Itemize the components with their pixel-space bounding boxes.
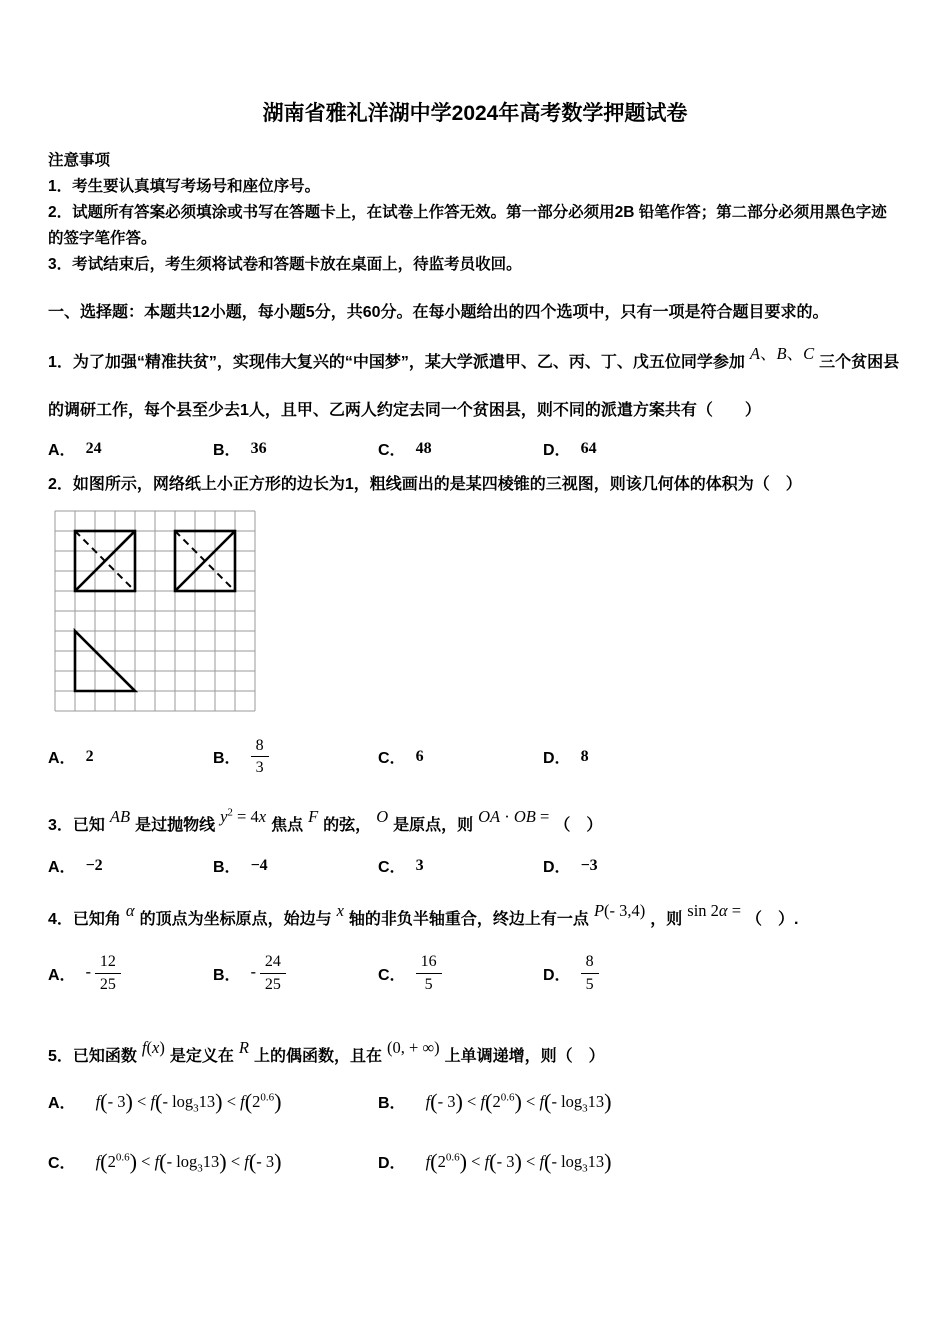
question-5 <box>48 1036 902 1175</box>
question-5-option-c <box>48 1149 378 1175</box>
question-5-option-b <box>378 1089 902 1115</box>
section-heading: 一、选择题：本题共12小题，每小题5分，共60分。在每小题给出的四个选项中，只有一项是符合题目要求的。 <box>48 304 829 321</box>
option-value: - $\frac{12}{25}$ <box>86 952 121 993</box>
note-item-1: 1．考生要认真填写考场号和座位序号。 <box>48 178 321 195</box>
option-label: C． <box>48 1155 76 1173</box>
question-4-option-b <box>213 952 378 993</box>
question-5-stem: 5．已知函数 f(x) 是定义在 R 上的偶函数，且在 (0, + ∞) 上单调递增，则（ ） <box>48 1037 605 1065</box>
notes-heading: 注意事项 <box>48 152 111 169</box>
question-4-stem: 4．已知角 α 的顶点为坐标原点，始边与 x 轴的非负半轴重合，终边上有一点 P(- 3,4) ，则 sin 2α = （ ）. <box>48 901 799 929</box>
option-label: A． <box>48 859 76 877</box>
question-1-stem: 1．为了加强“精准扶贫”，实现伟大复兴的“中国梦”，某大学派遣甲、乙、丙、丁、戊五位同学参加 A、B、C 三个贫困县的调研工作，每个县至少去1人，且甲、乙两人约定去同一个贫困县，则不同的派遣方案共有（ ） <box>48 344 900 419</box>
option-label: A． <box>48 750 76 768</box>
top-view-shape <box>75 631 135 691</box>
question-1 <box>48 338 902 460</box>
option-value: $f(2^{0.6}) < f(-$ 3) < f(- $\log_313$) <box>425 1148 612 1175</box>
option-value: - $\frac{24}{25}$ <box>251 952 286 993</box>
option-label: B． <box>378 1095 406 1113</box>
question-1-option-b <box>213 437 378 460</box>
option-value: 64 <box>580 439 597 457</box>
question-1-option-a <box>48 437 213 460</box>
option-value: $\frac{16}{5}$ <box>416 952 442 993</box>
option-value: 48 <box>415 439 432 457</box>
option-label: B． <box>213 750 241 768</box>
question-3-option-b <box>213 854 378 877</box>
option-label: D． <box>543 442 571 459</box>
option-label: D． <box>378 1155 406 1173</box>
option-label: B． <box>213 859 241 877</box>
question-4-option-a <box>48 952 213 993</box>
option-label: D． <box>543 750 571 768</box>
side-view-shape <box>175 531 235 591</box>
question-5-option-d <box>378 1149 902 1175</box>
question-4-option-d <box>543 952 599 993</box>
option-label: B． <box>213 966 241 984</box>
option-value: f(- $3) < f(2^{0.6}) < f(-$ $\log_313$) <box>425 1088 612 1115</box>
option-value: −4 <box>250 856 268 874</box>
question-2-stem: 2．如图所示，网络纸上小正方形的边长为1，粗线画出的是某四棱锥的三视图，则该几何体的体积为（ ） <box>48 476 802 493</box>
question-1-option-d <box>543 437 597 460</box>
option-value: −2 <box>85 856 103 874</box>
question-3 <box>48 805 902 877</box>
option-value: 24 <box>85 439 102 457</box>
option-label: C． <box>378 442 406 459</box>
option-label: D． <box>543 966 571 984</box>
option-value: 6 <box>415 747 424 765</box>
question-3-option-a <box>48 854 213 877</box>
question-2-option-c <box>378 745 543 768</box>
question-4 <box>48 899 902 993</box>
option-value: f(- 3) < f(- $\log_313) < f(2^{0.6})$ <box>95 1088 282 1115</box>
option-value: $\frac{8}{3}$ <box>251 736 269 777</box>
option-value: −3 <box>580 856 598 874</box>
question-5-options <box>48 1089 902 1175</box>
option-value: 8 <box>580 747 589 765</box>
question-3-stem: 3．已知 AB 是过抛物线 $y^2 = 4x$ 焦点 F 的弦， O 是原点，则 OA · OB = （ ） <box>48 806 603 835</box>
option-value: $f(2^{0.6}) < f(-$ $\log_313) < f(-$ 3) <box>95 1148 282 1175</box>
question-2-option-a <box>48 745 213 768</box>
question-3-option-c <box>378 854 543 877</box>
question-2-option-b <box>213 736 378 777</box>
three-view-figure <box>54 510 256 712</box>
option-value: 3 <box>415 856 424 874</box>
question-2 <box>48 472 902 777</box>
option-value: $\frac{8}{5}$ <box>581 952 599 993</box>
note-item-3: 3．考试结束后，考生须将试卷和答题卡放在桌面上，待监考员收回。 <box>48 256 522 273</box>
question-3-option-d <box>543 854 598 877</box>
option-label: D． <box>543 859 571 877</box>
question-1-option-c <box>378 437 543 460</box>
option-label: C． <box>378 966 406 984</box>
option-label: A． <box>48 442 76 459</box>
notes-section <box>48 148 902 278</box>
option-value: 2 <box>85 747 94 765</box>
page-title: 湖南省雅礼洋湖中学2024年高考数学押题试卷 <box>262 102 688 125</box>
note-item-2: 2．试题所有答案必须填涂或书写在答题卡上，在试卷上作答无效。第一部分必须用2B 铅笔作答；第二部分必须用黑色字迹的签字笔作答。 <box>48 204 887 247</box>
front-view-shape <box>75 531 135 591</box>
option-label: A． <box>48 966 76 984</box>
question-5-option-a <box>48 1089 378 1115</box>
option-value: 36 <box>250 439 267 457</box>
question-2-option-d <box>543 745 589 768</box>
question-4-options <box>48 952 902 993</box>
question-1-options <box>48 437 902 460</box>
question-4-option-c <box>378 952 543 993</box>
option-label: C． <box>378 859 406 877</box>
question-2-options <box>48 736 902 777</box>
option-label: A． <box>48 1095 76 1113</box>
question-3-options <box>48 854 902 877</box>
option-label: C． <box>378 750 406 768</box>
option-label: B． <box>213 442 241 459</box>
